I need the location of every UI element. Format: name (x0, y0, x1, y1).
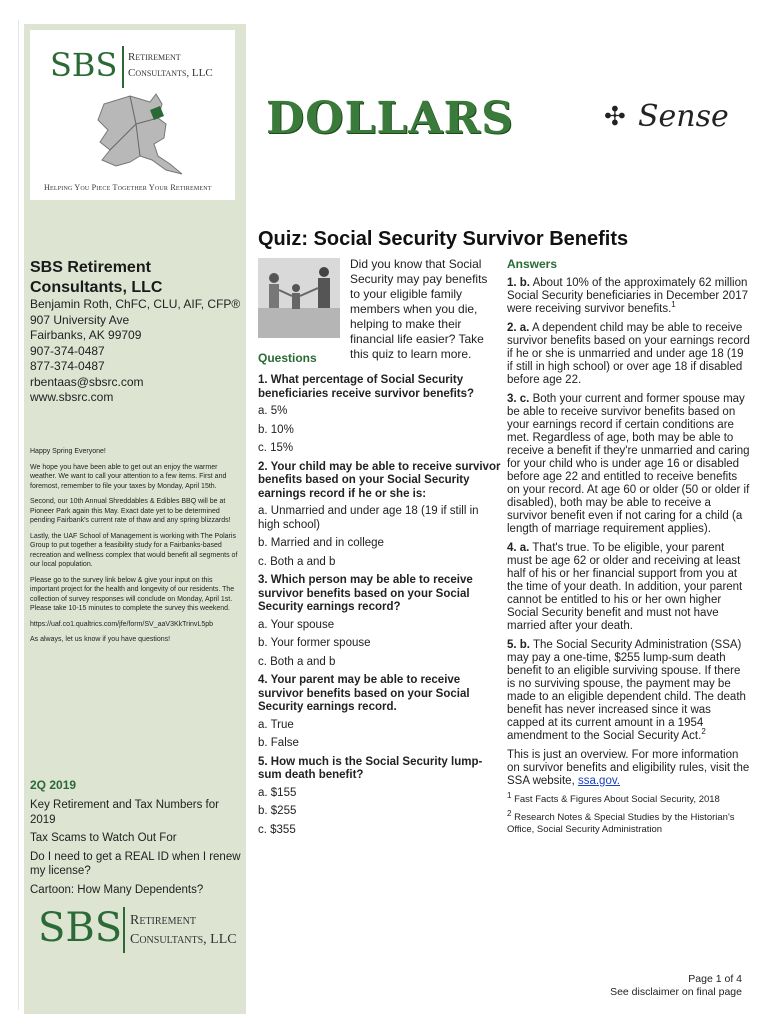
logo-sbs-text: SBS (50, 46, 118, 84)
answer-key: 3. c. (507, 393, 530, 405)
toc-item[interactable]: Do I need to get a REAL ID when I renew my license? (30, 850, 241, 877)
overview (507, 749, 750, 788)
option: c. 15% (258, 442, 294, 454)
answer (507, 542, 750, 633)
news-paragraph: Please go to the survey link below & give your input on this important project for the health and longevity of our residents. The collection of survey responses will conclude on Monday, April 1st. Please take 10-15 minutes to complete the survey this weekend. (30, 576, 235, 612)
answer-text: A dependent child may be able to receive survivor benefits based on your earnings record if he or she is unmarried and under age 18 (19 if still in high school) or over age 18 if disabled before age 22. (507, 322, 750, 386)
answer-text: The Social Security Administration (SSA) may pay a one-time, $255 lump-sum death benefit to an eligible surviving spouse. If there is no surviving spouse, the payment may be made to an eligible dependent child. The death benefit has never increased since it was capped at its current amount in a 1954 amendment to the Social Security Act. (507, 639, 746, 742)
answer-text: Both your current and former spouse may be able to receive survivor benefits based on your earnings record if certain conditions are met. Regardless of age, both may be able to receive a benefit if they're unmarried and caring for your child who is under age 16 or disabled before age 22 and entitled to receive benefits on your record. At age 60 or older (50 or older if disabled), both may be able to receive a survivor benefit even if not caring for a child (a length of marriage requirement applies). (507, 393, 750, 535)
answers-list (507, 277, 750, 842)
footnote-text: Fast Facts & Figures About Social Security, 2018 (511, 794, 720, 805)
logo-bottom-divider (123, 907, 125, 953)
answer-key: 1. b. (507, 277, 531, 289)
website-link[interactable]: www.sbsrc.com (30, 390, 114, 404)
news-paragraph: As always, let us know if you have questions! (30, 636, 171, 643)
news-paragraph: Second, our 10th Annual Shreddables & Edibles BBQ will be at Pioneer Park again this May. Exact date yet to be determined pending Fairbank's current rate of thaw and any spring blizzards! (30, 498, 231, 524)
page-footer (610, 973, 742, 999)
question: 4. Your parent may be able to receive survivor benefits based on your Social Security earnings record. (258, 674, 470, 713)
toc-item[interactable]: Key Retirement and Tax Numbers for 2019 (30, 799, 219, 826)
option: b. 10% (258, 423, 294, 436)
quiz-intro: Did you know that Social Security may pay benefits to your eligible family members when you die, helping to make their financial life easier? Take this quiz to learn more. (350, 257, 488, 361)
logo-firm-name (128, 49, 213, 81)
option: c. $355 (258, 823, 296, 836)
email-link[interactable]: rbentaas@sbsrc.com (30, 374, 144, 389)
sbs-logo (30, 30, 235, 200)
news-message (30, 447, 238, 651)
option: b. Your former spouse (258, 637, 371, 649)
answer (507, 393, 750, 536)
answer (507, 639, 750, 743)
option: b. Married and in college (258, 537, 384, 549)
footnote (507, 808, 750, 836)
question: 5. How much is the Social Security lump-sum death benefit? (258, 755, 483, 781)
questions-list (258, 371, 503, 842)
contact-info (30, 297, 245, 406)
option: b. False (258, 737, 299, 749)
disclaimer-note: See disclaimer on final page (610, 986, 742, 998)
logo-tagline: Helping You Piece Together Your Retirement (44, 183, 212, 192)
news-paragraph: We hope you have been able to get out an enjoy the warmer weather. We want to call your attention to a few items. First and foremost, remember to file your taxes by Monday, April 15th. (30, 463, 227, 490)
banner-dollars: DOLLARS (266, 93, 514, 144)
question: 3. Which person may be able to receive survivor benefits based on your Social Security earnings record? (258, 574, 473, 613)
table-of-contents (30, 798, 242, 901)
answers-heading: Answers (507, 257, 558, 271)
questions-heading: Questions (258, 351, 317, 365)
option: a. Your spouse (258, 618, 335, 631)
option: a. True (258, 718, 294, 731)
logo-name-line1: Retirement (128, 51, 181, 63)
family-walking-photo (258, 258, 340, 338)
option: b. $255 (258, 805, 297, 817)
footnote-number: 1 (507, 790, 512, 800)
quiz-title: Quiz: Social Security Survivor Benefits (258, 228, 629, 250)
alaska-puzzle-icon (96, 90, 186, 178)
answer-footnote-ref: 1 (671, 300, 676, 310)
answer (507, 277, 750, 316)
footnote (507, 790, 750, 806)
banner-sense: Sense (638, 99, 729, 134)
toc-item[interactable]: Cartoon: How Many Dependents? (30, 883, 204, 896)
overview-text: This is just an overview. For more information on survivor benefits and eligibility rules, visit the SSA website, (507, 749, 750, 787)
news-paragraph: Happy Spring Everyone! (30, 448, 106, 455)
edition-label: 2Q 2019 (30, 778, 77, 792)
phone-local: 907-374-0487 (30, 343, 105, 358)
page-number: Page 1 of 4 (688, 973, 742, 985)
answer-key: 4. a. (507, 542, 530, 554)
address-street: 907 University Ave (30, 312, 130, 327)
dollars-sense-banner (266, 93, 729, 144)
answer-key: 2. a. (507, 322, 530, 334)
question: 2. Your child may be able to receive survivor benefits based on your Social Security earnings record if he or she is: (258, 460, 501, 500)
logo-bottom-line1: Retirement (130, 913, 196, 928)
answer (507, 322, 750, 387)
address-city: Fairbanks, AK 99709 (30, 328, 142, 342)
logo-bottom-name (130, 911, 280, 949)
option: c. Both a and b (258, 655, 336, 668)
logo-bottom-line2: Consultants, LLC (130, 932, 237, 947)
option: a. 5% (258, 405, 288, 417)
phone-tollfree: 877-374-0487 (30, 359, 105, 373)
footnote-text: Research Notes & Special Studies by the Historian's Office, Social Security Administration (507, 812, 735, 835)
answer-footnote-ref: 2 (701, 727, 706, 737)
news-paragraph: Lastly, the UAF School of Management is working with The Polaris Group to put together a feasibility study for a Fairbanks-based recreation and wellness complex that would benefit all segments of our local population. (30, 532, 238, 568)
survey-link[interactable]: https://uaf.co1.qualtrics.com/jfe/form/SV_aaV3KkTrinvL5pb (30, 620, 213, 628)
logo-bottom-sbs: SBS (38, 905, 123, 951)
option: c. Both a and b (258, 555, 336, 568)
banner-ornament-icon: ✣ (604, 101, 626, 131)
option: a. $155 (258, 786, 297, 799)
advisor-name: Benjamin Roth, ChFC, CLU, AIF, CFP® (30, 297, 241, 311)
answer-text: That's true. To be eligible, your parent must be age 62 or older and receiving at least half of his or her financial support from you at the time of your death. In addition, your parent cannot be entitled to his or her own higher Social Security benefit and must not have married after your death. (507, 542, 743, 632)
footnote-number: 2 (507, 808, 512, 818)
option: a. Unmarried and under age 18 (19 if still in high school) (258, 505, 479, 531)
question: 1. What percentage of Social Security beneficiaries receive survivor benefits? (258, 374, 475, 400)
logo-name-line2: Consultants, LLC (128, 67, 213, 79)
firm-name: SBS Retirement Consultants, LLC (30, 259, 163, 296)
ssa-link[interactable]: ssa.gov. (577, 775, 620, 787)
answer-key: 5. b. (507, 639, 531, 651)
answer-text: About 10% of the approximately 62 million Social Security beneficiaries in December 2017 were receiving survivor benefits. (507, 277, 748, 315)
logo-divider (122, 46, 124, 88)
toc-item[interactable]: Tax Scams to Watch Out For (30, 832, 177, 844)
